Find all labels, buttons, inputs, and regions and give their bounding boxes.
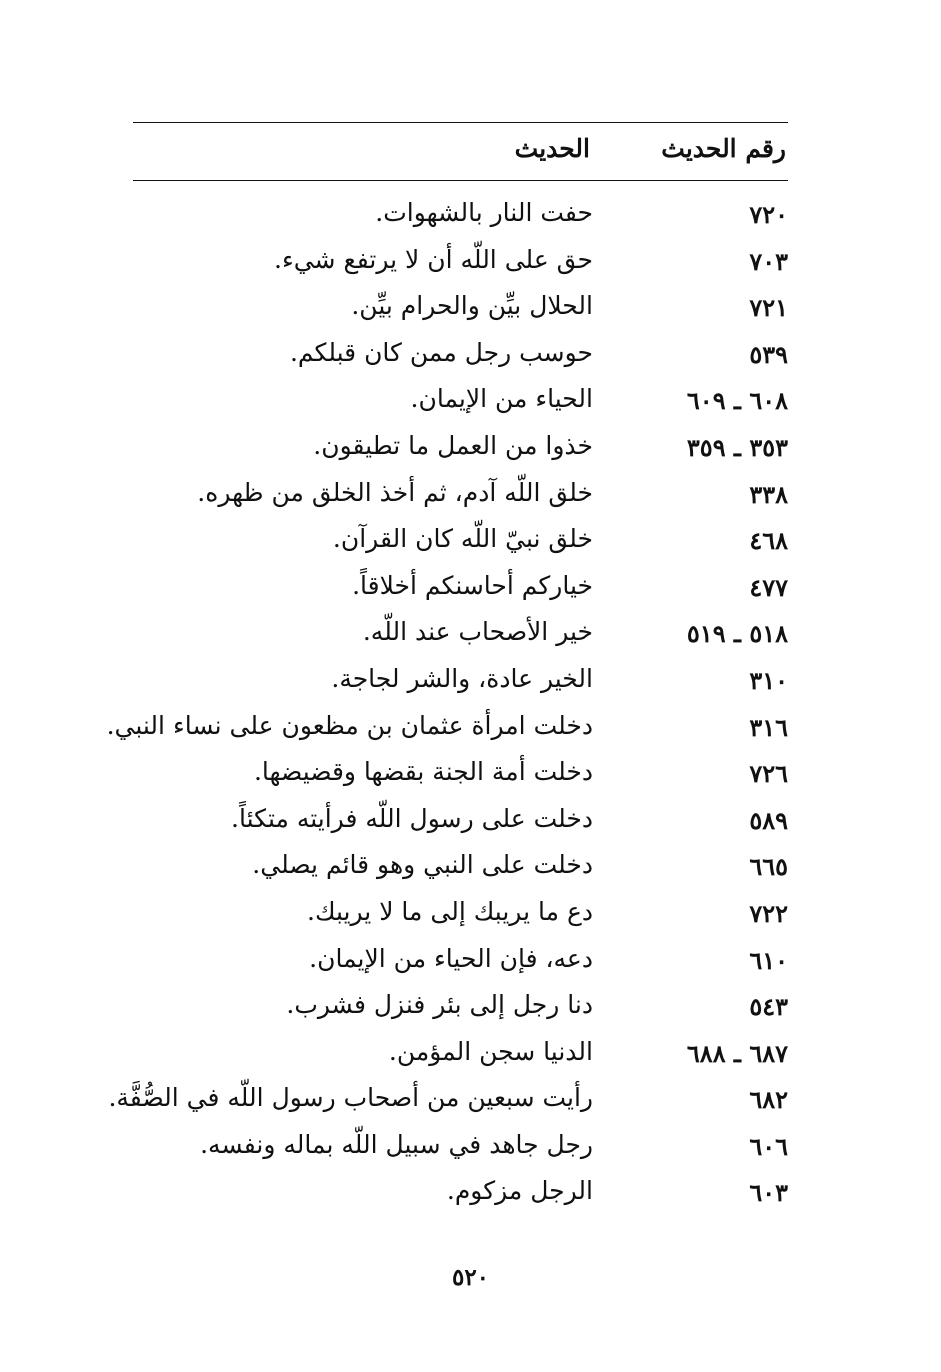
table-row bbox=[133, 522, 788, 569]
hadith-number: ٣١٠ bbox=[749, 665, 788, 695]
hadith-text: خلق نبيّ اللّه كان القرآن. bbox=[332, 524, 593, 554]
hadith-text: الحلال بيِّن والحرام بيِّن. bbox=[351, 291, 593, 321]
hadith-text: خذوا من العمل ما تطيقون. bbox=[313, 430, 593, 460]
hadith-number: ٦٠٨ ـ ٦٠٩ bbox=[686, 386, 788, 416]
table-row bbox=[133, 196, 788, 243]
table-row bbox=[133, 942, 788, 989]
hadith-number: ٧٠٣ bbox=[749, 246, 788, 276]
table-row bbox=[106, 709, 788, 756]
hadith-text: خير الأصحاب عند اللّه. bbox=[362, 617, 593, 647]
table-row bbox=[133, 429, 788, 476]
hadith-text: خياركم أحاسنكم أخلاقاً. bbox=[352, 570, 593, 600]
hadith-text: الرجل مزكوم. bbox=[446, 1176, 593, 1206]
table-row bbox=[133, 1174, 788, 1221]
hadith-text: دنا رجل إلى بئر فنزل فشرب. bbox=[286, 990, 593, 1020]
table-header bbox=[133, 134, 788, 170]
table-row bbox=[133, 476, 788, 523]
hadith-text: دعه، فإن الحياء من الإيمان. bbox=[309, 943, 593, 973]
hadith-number: ٤٧٧ bbox=[749, 572, 788, 602]
hadith-number: ٦١٠ bbox=[749, 945, 788, 975]
hadith-number: ٦٨٢ bbox=[749, 1085, 788, 1115]
hadith-text: خلق اللّه آدم، ثم أخذ الخلق من ظهره. bbox=[197, 477, 593, 507]
hadith-number: ٦٦٥ bbox=[749, 852, 788, 882]
hadith-text: دخلت أمة الجنة بقضها وقضيضها. bbox=[253, 757, 593, 787]
hadith-text: الخير عادة، والشر لجاجة. bbox=[331, 663, 593, 693]
table-row bbox=[133, 1128, 788, 1175]
table-row bbox=[133, 755, 788, 802]
hadith-text: رجل جاهد في سبيل اللّه بماله ونفسه. bbox=[200, 1129, 593, 1159]
hadith-text: حق على اللّه أن لا يرتفع شيء. bbox=[274, 244, 593, 274]
hadith-text: دع ما يريبك إلى ما لا يريبك. bbox=[307, 896, 593, 926]
table-row bbox=[133, 895, 788, 942]
table-row bbox=[133, 289, 788, 336]
hadith-number: ٥٤٣ bbox=[749, 992, 788, 1022]
table-row bbox=[133, 1035, 788, 1082]
table-row bbox=[133, 988, 788, 1035]
hadith-number: ٧٢١ bbox=[749, 293, 788, 323]
hadith-number: ٣٣٨ bbox=[749, 479, 788, 509]
table-row bbox=[133, 848, 788, 895]
column-header-number: رقم الحديث bbox=[661, 134, 786, 163]
hadith-number: ٥١٨ ـ ٥١٩ bbox=[686, 619, 788, 649]
hadith-number: ٦٨٧ ـ ٦٨٨ bbox=[686, 1038, 788, 1068]
hadith-text: حوسب رجل ممن كان قبلكم. bbox=[289, 337, 593, 367]
hadith-number: ٦٠٣ bbox=[749, 1178, 788, 1208]
table-row bbox=[133, 382, 788, 429]
hadith-text: دخلت على النبي وهو قائم يصلي. bbox=[252, 850, 593, 880]
hadith-number: ٣٥٣ ـ ٣٥٩ bbox=[686, 432, 788, 462]
hadith-text: الدنيا سجن المؤمن. bbox=[388, 1036, 593, 1066]
hadith-number: ٧٢٠ bbox=[749, 200, 788, 229]
hadith-text: دخلت على رسول اللّه فرأيته متكئاً. bbox=[231, 803, 593, 833]
hadith-number: ٣١٦ bbox=[749, 712, 788, 742]
hadith-text: الحياء من الإيمان. bbox=[410, 384, 593, 414]
hadith-number: ٧٢٦ bbox=[749, 759, 788, 789]
hadith-index-list bbox=[106, 196, 788, 1221]
table-row bbox=[133, 662, 788, 709]
page-number: ٥٢٠ bbox=[451, 1264, 490, 1291]
table-row bbox=[133, 569, 788, 616]
hadith-number: ٦٠٦ bbox=[749, 1131, 788, 1161]
hadith-number: ٥٨٩ bbox=[749, 805, 788, 835]
table-row bbox=[133, 243, 788, 290]
table-row bbox=[133, 615, 788, 662]
table-row bbox=[133, 802, 788, 849]
column-header-hadith: الحديث bbox=[514, 134, 590, 163]
hadith-text: رأيت سبعين من أصحاب رسول اللّه في الصُّفَّة. bbox=[108, 1083, 593, 1113]
top-rule bbox=[133, 122, 788, 123]
table-row bbox=[133, 336, 788, 383]
header-rule bbox=[133, 180, 788, 181]
hadith-number: ٥٣٩ bbox=[749, 339, 788, 369]
hadith-text: دخلت امرأة عثمان بن مظعون على نساء النبي. bbox=[106, 710, 593, 740]
hadith-number: ٤٦٨ bbox=[749, 526, 788, 556]
hadith-text: حفت النار بالشهوات. bbox=[375, 198, 593, 227]
table-row bbox=[108, 1081, 788, 1128]
hadith-number: ٧٢٢ bbox=[749, 898, 788, 928]
